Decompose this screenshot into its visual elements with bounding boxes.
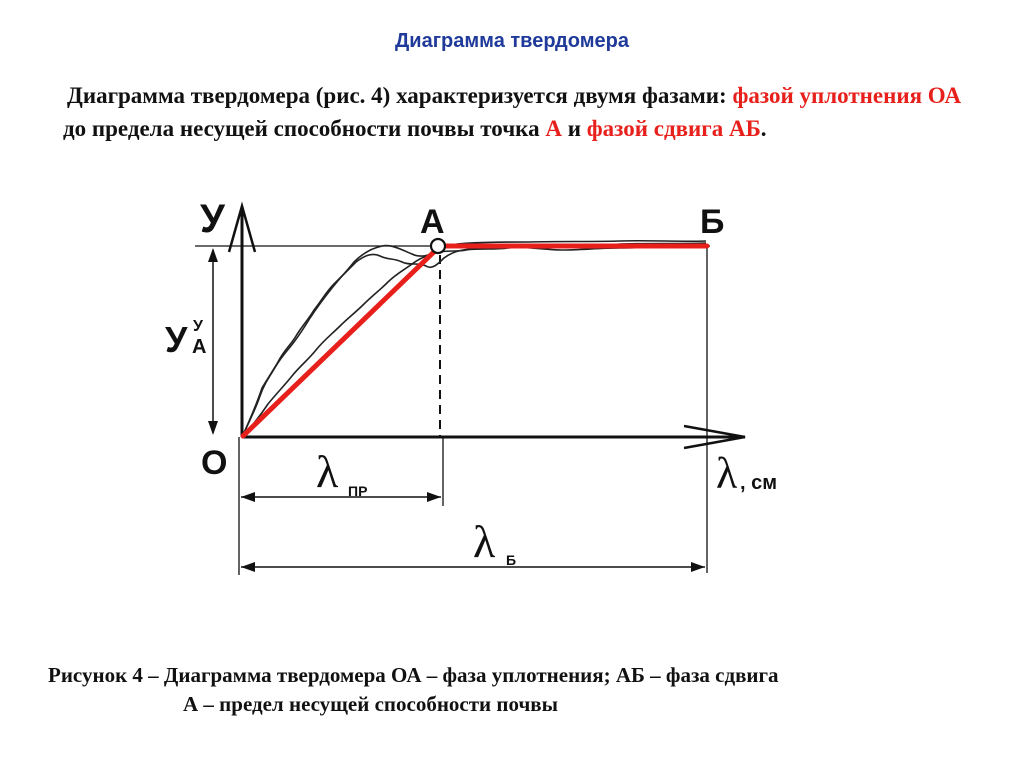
y-axis-label: У	[200, 197, 225, 241]
ya-label-sup: У	[193, 318, 203, 335]
ya-dimension-arrow-bottom	[208, 421, 218, 435]
lambda-b-arrow-left	[241, 562, 255, 572]
lambda-b-sub: Б	[506, 552, 517, 568]
point-b-label: Б	[700, 203, 725, 241]
lambda-pr-arrow-left	[241, 492, 255, 502]
intro-highlight-shear-phase: фазой сдвига АБ	[586, 116, 761, 141]
origin-label: О	[201, 444, 228, 482]
measured-curve-2	[243, 241, 706, 435]
point-a-marker	[431, 239, 445, 253]
ya-label: У	[165, 319, 188, 360]
measured-curve-3	[243, 247, 706, 436]
x-axis-unit: , см	[740, 472, 778, 494]
intro-text-1: Диаграмма твердомера (рис. 4) характеризуется двумя фазами:	[67, 83, 733, 108]
intro-text-2: до предела несущей способности почвы точка	[63, 116, 546, 141]
caption-line-2: А – предел несущей способности почвы	[183, 692, 559, 716]
lambda-b-label: λ	[473, 516, 496, 567]
lambda-b-arrow-right	[691, 562, 705, 572]
intro-highlight-point-a: А	[545, 116, 562, 141]
lambda-pr-sub: ПР	[348, 483, 368, 499]
x-axis-lambda: λ	[716, 449, 738, 498]
ya-dimension-arrow-top	[208, 248, 218, 262]
figure-caption	[48, 661, 988, 719]
intro-text-4: .	[760, 116, 767, 141]
slide-title: Диаграмма твердомера	[395, 30, 629, 52]
caption-line-1: Рисунок 4 – Диаграмма твердомера ОА – фаза уплотнения; АБ – фаза сдвига	[48, 663, 779, 687]
compaction-phase-line	[243, 248, 438, 436]
lambda-pr-arrow-right	[427, 492, 441, 502]
point-a-label: А	[420, 203, 445, 241]
lambda-pr-label: λ	[316, 446, 339, 497]
ya-label-sub: А	[192, 336, 207, 358]
intro-highlight-compaction-phase: фазой уплотнения ОА	[732, 83, 962, 108]
intro-text-3: и	[561, 116, 587, 141]
measured-curve-1	[243, 243, 706, 435]
